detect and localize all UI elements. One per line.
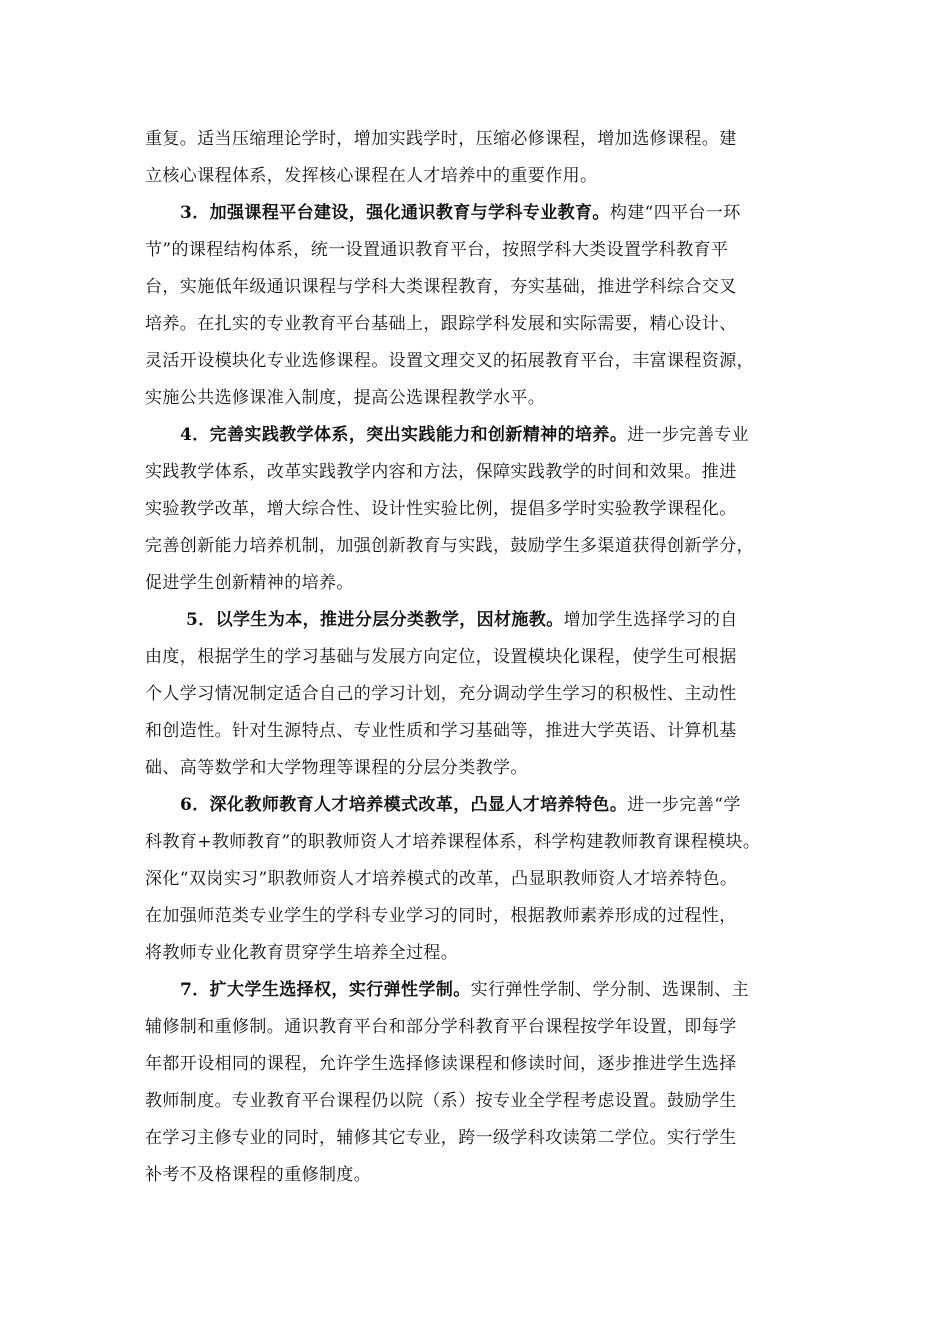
text-span: 实行弹性学制、学分制、选课制、主: [470, 980, 750, 1000]
text-line: 深化“双岗实习”职教师资人才培养模式的改革，凸显职教师资人才培养特色。: [145, 869, 738, 889]
text-line: [180, 978, 749, 1002]
text-line: [186, 608, 738, 632]
text-line: [180, 793, 741, 817]
text-span: 增加学生选择学习的自: [563, 610, 738, 630]
paragraph-heading: 7．扩大学生选择权，实行弹性学制。: [180, 980, 471, 1000]
text-line: 将教师专业化教育贯穿学生培养全过程。: [145, 943, 459, 963]
text-line: 重复。适当压缩理论学时，增加实践学时，压缩必修课程，增加选修课程。建: [145, 129, 737, 149]
text-line: 由度，根据学生的学习基础与发展方向定位，设置模块化课程，使学生可根据: [145, 647, 737, 667]
text-line: 台，实施低年级通识课程与学科大类课程教育，夯实基础，推进学科综合交叉: [145, 277, 737, 297]
text-span: 进一步完善专业: [627, 425, 750, 445]
text-line: 在学习主修专业的同时，辅修其它专业，跨一级学科攻读第二学位。实行学生: [145, 1128, 737, 1148]
text-line: 实施公共选修课准入制度，提高公选课程教学水平。: [145, 388, 546, 408]
paragraph-heading: 6．深化教师教育人才培养模式改革，凸显人才培养特色。: [180, 795, 628, 815]
text-line: 实验教学改革，增大综合性、设计性实验比例，提倡多学时实验教学课程化。: [145, 499, 737, 519]
text-line: 立核心课程体系，发挥核心课程在人才培养中的重要作用。: [145, 166, 598, 186]
text-line: 年都开设相同的课程，允许学生选择修读课程和修读时间，逐步推进学生选择: [145, 1054, 737, 1074]
text-line: 促进学生创新精神的培养。: [145, 573, 354, 593]
text-line: [180, 201, 741, 225]
text-line: 和创造性。针对生源特点、专业性质和学习基础等，推进大学英语、计算机基: [145, 721, 737, 741]
text-line: 补考不及格课程的重修制度。: [145, 1165, 372, 1185]
text-line: 实践教学体系，改革实践教学内容和方法，保障实践教学的时间和效果。推进: [145, 462, 737, 482]
text-line: 灵活开设模块化专业选修课程。设置文理交叉的拓展教育平台，丰富课程资源，: [145, 351, 754, 371]
text-line: 科教育+教师教育”的职教师资人才培养课程体系，科学构建教师教育课程模块。: [145, 832, 761, 852]
text-line: 完善创新能力培养机制，加强创新教育与实践，鼓励学生多渠道获得创新学分，: [145, 536, 754, 556]
text-span: 进一步完善“学: [627, 795, 741, 815]
text-line: 辅修制和重修制。通识教育平台和部分学科教育平台课程按学年设置，即每学: [145, 1017, 737, 1037]
text-line: [180, 423, 749, 447]
text-span: 构建“四平台一环: [609, 203, 741, 223]
paragraph-heading: 4．完善实践教学体系，突出实践能力和创新精神的培养。: [180, 425, 628, 445]
paragraph-heading: 5．以学生为本，推进分层分类教学，因材施教。: [186, 610, 564, 630]
paragraph-heading: 3．加强课程平台建设，强化通识教育与学科专业教育。: [180, 203, 610, 223]
text-line: 在加强师范类专业学生的学科专业学习的同时，根据教师素养形成的过程性，: [145, 906, 737, 926]
text-line: 节”的课程结构体系，统一设置通识教育平台，按照学科大类设置学科教育平: [145, 240, 729, 260]
text-line: 教师制度。专业教育平台课程仍以院（系）按专业全学程考虑设置。鼓励学生: [145, 1091, 737, 1111]
text-line: 培养。在扎实的专业教育平台基础上，跟踪学科发展和实际需要，精心设计、: [145, 314, 737, 334]
text-line: 个人学习情况制定适合自己的学习计划，充分调动学生学习的积极性、主动性: [145, 684, 737, 704]
text-line: 础、高等数学和大学物理等课程的分层分类教学。: [145, 758, 528, 778]
